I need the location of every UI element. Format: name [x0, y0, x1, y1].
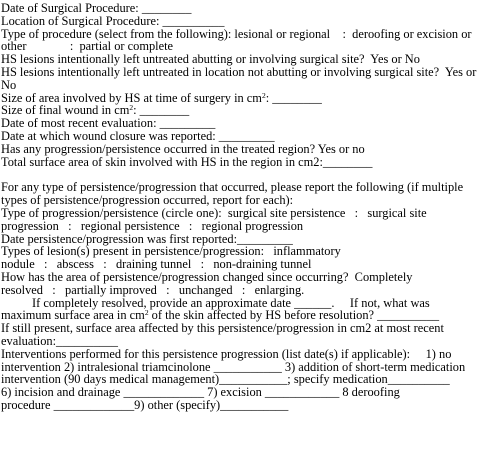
recent-evaluation-line: Date of most recent evaluation: _________: [1, 116, 216, 131]
untreated-not-abutting-line-cont: No: [1, 77, 17, 92]
untreated-not-abutting-line: HS lesions intentionally left untreated in location not abutting or involving surgical site? Yes or: [1, 64, 477, 79]
interventions-line-5: procedure _____________9) other (specify)___________: [1, 397, 289, 412]
area-change-line: How has the area of persistence/progression changed since occurring? Completely: [1, 269, 413, 284]
lesion-types-line-cont: nodule : abscess : draining tunnel : non-draining tunnel: [1, 257, 312, 272]
still-present-line-cont: evaluation:__________: [1, 333, 119, 348]
persistence-intro-line-cont: types of persistence/progression occurred, report for each):: [1, 193, 294, 208]
procedure-type-line-cont: other : partial or complete: [1, 39, 174, 54]
procedure-type-line: Type of procedure (select from the following): lesional or regional : deroofing or excision or: [1, 26, 472, 41]
untreated-abutting-line: HS lesions intentionally left untreated abutting or involving surgical site? Yes or No: [1, 52, 420, 67]
interventions-line-2: intervention 2) intralesional triamcinolone ___________ 3) addition of short-term medication: [1, 359, 466, 374]
wound-size-line: Size of final wound in $cm^2$: ________: [1, 103, 190, 118]
persistence-intro-line: For any type of persistence/progression that occurred, please report the following (if multiple: [1, 180, 464, 195]
max-surface-area-line: maximum surface area in $cm^2$ of the skin affected by HS before resolution? __________: [1, 308, 440, 323]
progression-type-line: Type of progression/persistence (circle one): surgical site persistence : surgical site: [1, 205, 427, 220]
interventions-line-3: intervention (90 days medical management)___________; specify medication__________: [1, 372, 450, 387]
persistence-date-line: Date persistence/progression was first reported:_________: [1, 231, 293, 246]
still-present-line: If still present, surface area affected by this persistence/progression in cm2 at most recent: [1, 321, 444, 336]
lesion-types-line: Types of lesion(s) present in persistence/progression: inflammatory: [1, 244, 341, 259]
surgery-date-line: Date of Surgical Procedure: ________: [1, 1, 192, 15]
area-size-line: Size of area involved by HS at time of surgery in $cm^2$: ________: [1, 90, 322, 105]
total-surface-area-line: Total surface area of skin involved with HS in the region in cm2:________: [1, 154, 373, 169]
area-change-line-cont: resolved : partially improved : unchanged : enlarging.: [1, 282, 305, 297]
progression-question-line: Has any progression/persistence occurred in the treated region? Yes or no: [1, 141, 365, 156]
surgery-location-line: Location of Surgical Procedure: __________: [1, 13, 225, 28]
resolved-date-line: If completely resolved, provide an approximate date ______. If not, what was: [1, 295, 430, 310]
interventions-line: Interventions performed for this persistence progression (list date(s) if applicable): 1) no: [1, 346, 452, 361]
wound-closure-line: Date at which wound closure was reported: _________: [1, 128, 275, 143]
form-document: [1, 2, 499, 412]
progression-type-line-cont: progression : regional persistence : regional progression: [1, 218, 304, 233]
interventions-line-4: 6) incision and drainage _____________ 7) excision ____________ 8 deroofing: [1, 385, 400, 400]
